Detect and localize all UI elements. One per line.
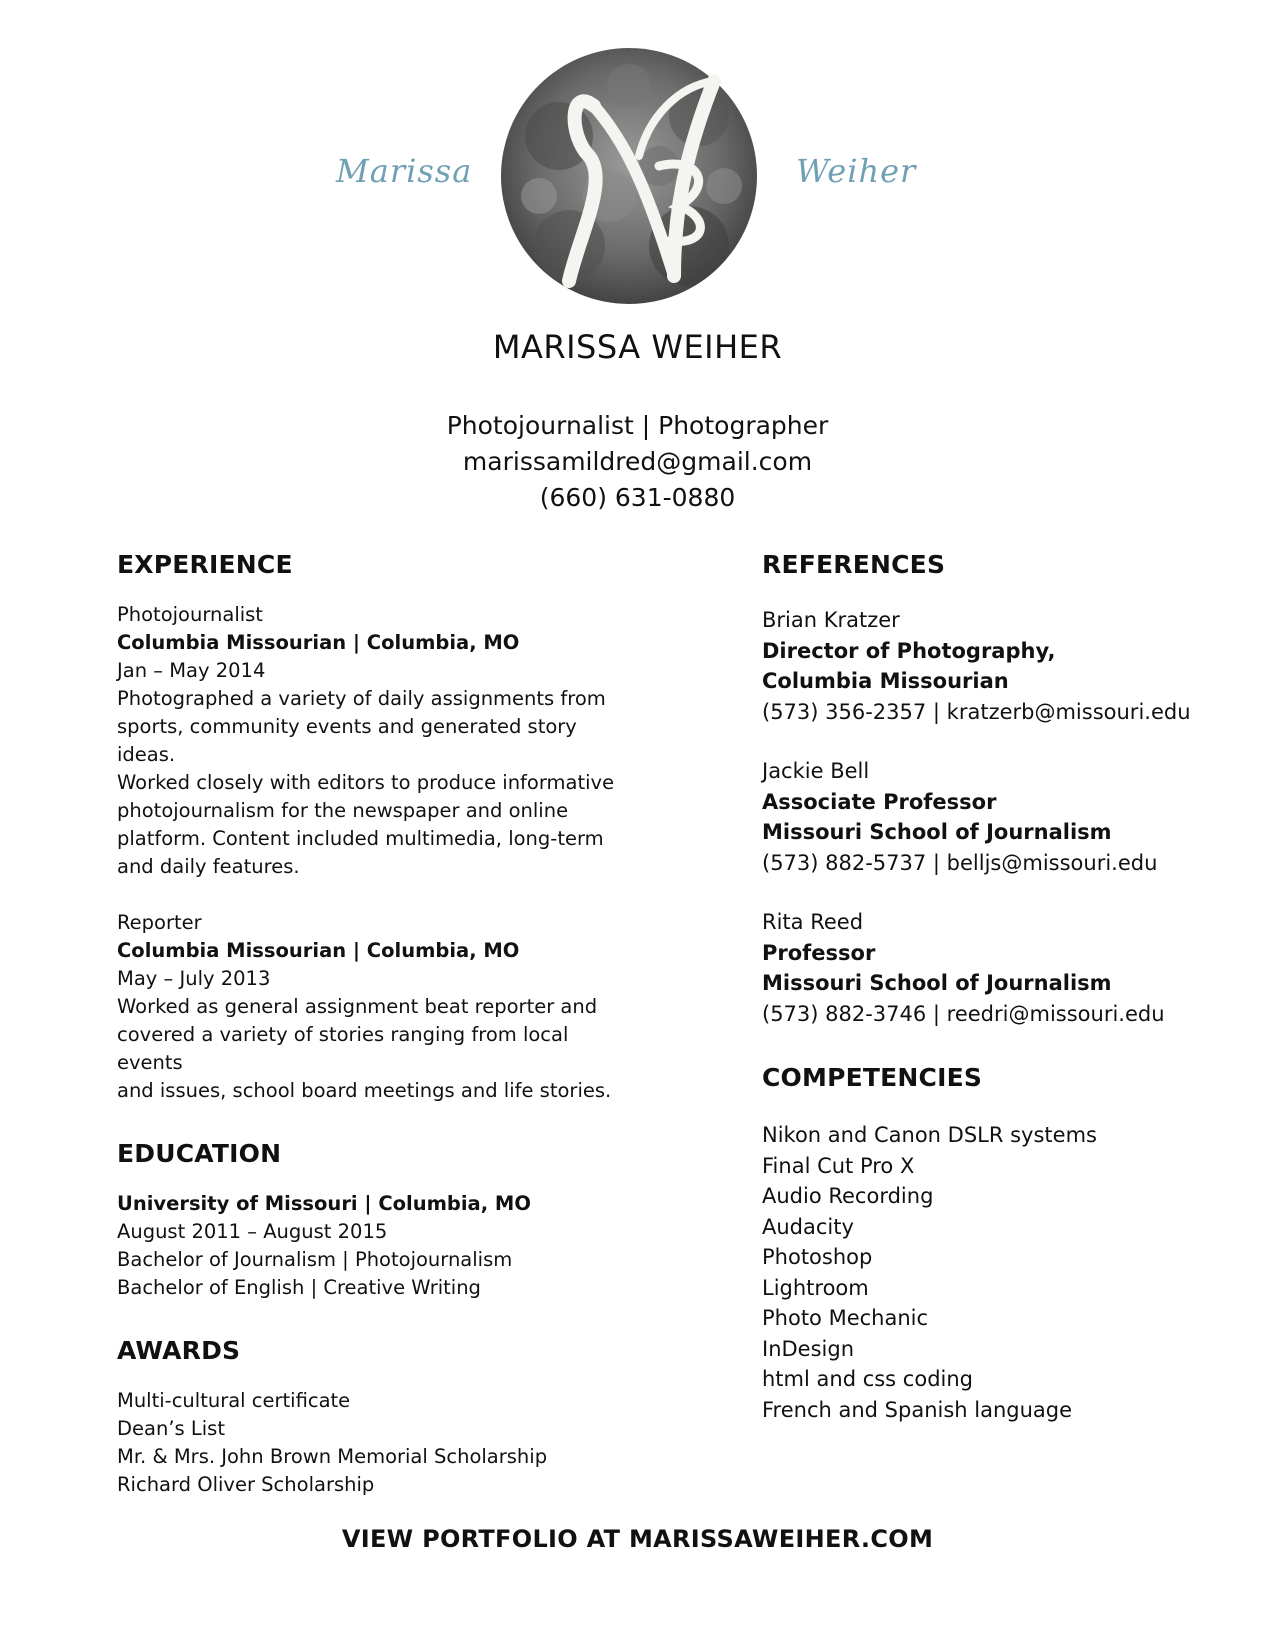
references-heading: REFERENCES (762, 550, 946, 579)
degree: Bachelor of English | Creative Writing (117, 1276, 481, 1299)
right-column (762, 550, 1242, 1425)
competency-item: Lightroom (762, 1275, 869, 1300)
job-dates: Jan – May 2014 (117, 659, 266, 682)
reference-role: Professor (762, 940, 876, 965)
award-item: Multi-cultural certificate (117, 1389, 351, 1412)
competency-item: InDesign (762, 1336, 855, 1361)
job-entry (117, 601, 637, 881)
education-dates: August 2011 – August 2015 (117, 1220, 388, 1243)
tagline: Photojournalist | Photographer (446, 411, 829, 440)
logo (0, 0, 1275, 320)
competency-item: Audacity (762, 1214, 854, 1239)
competency-item: Audio Recording (762, 1184, 934, 1208)
job-title: Photojournalist (117, 603, 263, 626)
email-text: marissamildred@gmail.com (462, 447, 813, 476)
reference-role: Missouri School of Journalism (762, 820, 1112, 844)
award-item: Richard Oliver Scholarship (117, 1473, 375, 1496)
page-title: MARISSA WEIHER (492, 328, 783, 366)
competency-item: Final Cut Pro X (762, 1153, 915, 1178)
experience-heading: EXPERIENCE (117, 550, 293, 579)
reference-name: Rita Reed (762, 910, 864, 934)
left-column (117, 550, 637, 1499)
job-desc-line: covered a variety of stories ranging from local events (117, 1023, 569, 1074)
logo-first-name: Marissa (336, 152, 473, 190)
job-desc-line: photojournalism for the newspaper and online (117, 799, 569, 822)
competency-item: Photoshop (762, 1245, 873, 1269)
reference-role: Columbia Missourian (762, 669, 1009, 693)
job-title: Reporter (117, 911, 202, 934)
monogram-logo-icon (499, 46, 759, 306)
award-item: Mr. & Mrs. John Brown Memorial Scholarship (117, 1445, 548, 1468)
contact-block (0, 408, 1275, 516)
reference-role: Associate Professor (762, 789, 997, 814)
job-desc-line: sports, community events and generated story ideas. (117, 715, 577, 766)
job-desc-line: platform. Content included multimedia, long-term (117, 827, 604, 850)
reference-name: Jackie Bell (762, 759, 870, 783)
competency-item: Photo Mechanic (762, 1306, 929, 1330)
portfolio-footer: VIEW PORTFOLIO AT MARISSAWEIHER.COM (341, 1525, 934, 1553)
school-name: University of Missouri | Columbia, MO (117, 1192, 531, 1215)
reference-contact: (573) 882-5737 | belljs@missouri.edu (762, 850, 1158, 875)
reference-entry (762, 756, 1242, 878)
reference-contact: (573) 882-3746 | reedri@missouri.edu (762, 1001, 1165, 1026)
competency-item: html and css coding (762, 1367, 973, 1391)
job-dates: May – July 2013 (117, 967, 271, 990)
job-desc-line: and issues, school board meetings and life stories. (117, 1079, 612, 1102)
job-desc-line: and daily features. (117, 855, 300, 878)
reference-contact: (573) 356-2357 | kratzerb@missouri.edu (762, 699, 1191, 724)
competency-item: Nikon and Canon DSLR systems (762, 1123, 1097, 1147)
education-heading: EDUCATION (117, 1139, 282, 1168)
reference-entry (762, 907, 1242, 1029)
job-desc-line: Photographed a variety of daily assignments from (117, 687, 606, 710)
reference-name: Brian Kratzer (762, 608, 900, 632)
awards-heading: AWARDS (117, 1336, 241, 1365)
job-org: Columbia Missourian | Columbia, MO (117, 631, 520, 654)
logo-last-name: Weiher (796, 152, 917, 190)
degree: Bachelor of Journalism | Photojournalism (117, 1248, 513, 1271)
competency-item: French and Spanish language (762, 1397, 1073, 1422)
reference-role: Missouri School of Journalism (762, 971, 1112, 995)
competencies-heading: COMPETENCIES (762, 1063, 983, 1092)
phone-text: (660) 631-0880 (539, 483, 736, 512)
reference-role: Director of Photography, (762, 638, 1056, 663)
job-org: Columbia Missourian | Columbia, MO (117, 939, 520, 962)
job-desc-line: Worked closely with editors to produce informative (117, 771, 615, 794)
reference-entry (762, 605, 1242, 727)
job-entry (117, 909, 637, 1105)
award-item: Dean’s List (117, 1417, 225, 1440)
job-desc-line: Worked as general assignment beat reporter and (117, 995, 598, 1018)
